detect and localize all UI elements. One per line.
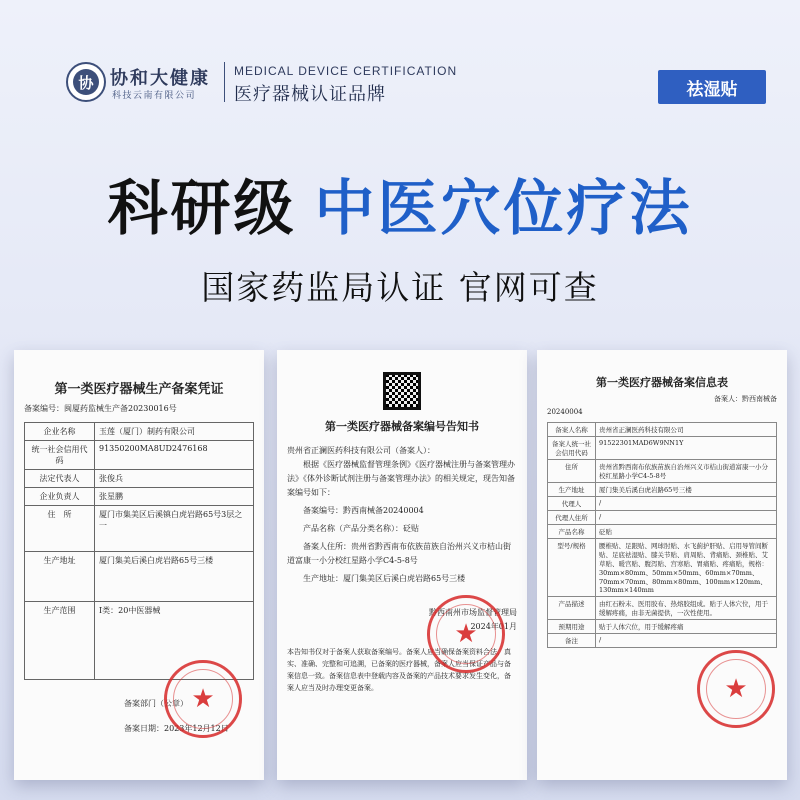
row-value: / (596, 634, 777, 648)
doc1-title: 第一类医疗器械生产备案凭证 (54, 382, 224, 397)
row-value: 贵州省黔西南布依族苗族自治州兴义市桔山街道富康一小分校红星路小学C4-5-8号 (596, 460, 777, 483)
row-key: 法定代表人 (25, 470, 95, 488)
row-key: 生产范围 (25, 602, 95, 680)
doc2-addressee: 贵州省正澜医药科技有限公司（备案人）： (287, 446, 435, 455)
row-value: 腰椎贴、足跟贴、网球肘贴、水飞蓟护肝贴、启用导管间断贴、足底祛湿贴、膝关节贴、肩周贴、背痛贴、颈椎贴、艾草贴、暖宫贴、腹泻贴、宫寒贴、胃痛贴、疼痛贴，规格：30mm×80mm、50mm×50mm、60mm×70mm、70mm×70mm、80mm×80mm、100mm×120mm、130mm×140mm (596, 539, 777, 597)
logo-glyph: 协 (73, 69, 99, 95)
cert-title-cn: 医疗器械认证品牌 (234, 84, 386, 105)
row-key: 产品描述 (548, 597, 596, 620)
table-row (548, 423, 777, 437)
record-info-sheet (537, 350, 787, 780)
table-row (25, 470, 254, 488)
seal-star-icon: ★ (724, 674, 748, 704)
table-row (548, 634, 777, 648)
header-divider (224, 62, 225, 102)
row-key: 生产地址 (25, 552, 95, 602)
doc2-body (287, 444, 517, 586)
row-value: 贵州省正澜医药科技有限公司 (596, 423, 777, 437)
doc2-date: 2024年01月 (470, 622, 517, 631)
row-key: 备案人统一社会信用代码 (548, 437, 596, 460)
row-key: 产品名称 (548, 525, 596, 539)
doc3-title: 第一类医疗器械备案信息表 (596, 376, 728, 389)
official-seal (164, 660, 242, 738)
row-key: 生产地址 (548, 483, 596, 497)
table-row (548, 539, 777, 597)
row-key: 备注 (548, 634, 596, 648)
seal-ring (173, 669, 233, 729)
doc2-product: 产品名称（产品分类名称）：砭贴 (303, 524, 419, 533)
row-value: 张星鹏 (95, 488, 254, 506)
qr-code-icon (383, 372, 421, 410)
doc3-date: 20240004 (547, 408, 583, 416)
table-row (25, 423, 254, 441)
subline: 国家药监局认证 官网可查 (201, 268, 599, 307)
doc2-title: 第一类医疗器械备案编号告知书 (325, 420, 479, 433)
table-row (548, 460, 777, 483)
row-value: 91350200MA8UD2476168 (95, 441, 254, 470)
doc2-authority: 黔西南州市场监督管理局 (429, 608, 517, 617)
official-seal (427, 595, 505, 673)
row-key: 预期用途 (548, 620, 596, 634)
row-key: 住 所 (25, 506, 95, 552)
seal-ring (706, 659, 766, 719)
table-row (25, 552, 254, 602)
row-key: 备案人名称 (548, 423, 596, 437)
table-row (548, 620, 777, 634)
row-value: 由红石粉末、医用胶布、热熔胶组成。贴于人体穴位，用于缓解疼痛，由非无菌提供，一次性使用。 (596, 597, 777, 620)
row-key: 企业负责人 (25, 488, 95, 506)
row-value: 砭贴 (596, 525, 777, 539)
table-row (25, 506, 254, 552)
row-value: / (596, 497, 777, 511)
headline-part1: 科研级 (107, 174, 297, 244)
product-badge: 祛湿贴 (658, 70, 766, 104)
table-row (548, 597, 777, 620)
doc2-record-no: 备案编号：黔西南械备20240004 (303, 506, 424, 515)
table-row (548, 497, 777, 511)
row-value: Ⅰ类：20中医器械 (95, 602, 254, 680)
table-row (548, 437, 777, 460)
table-row (548, 525, 777, 539)
seal-star-icon: ★ (191, 684, 215, 714)
cert-title-en: MEDICAL DEVICE CERTIFICATION (234, 64, 458, 78)
header (0, 0, 800, 118)
seal-ring (436, 604, 496, 664)
doc1-dept: 备案部门（公章） (124, 699, 188, 708)
headline (0, 172, 800, 246)
doc3-head: 备案人：黔西南械备 (714, 395, 777, 403)
seal-star-icon: ★ (454, 619, 478, 649)
record-number-notice (277, 350, 527, 780)
row-value: 厦门集美后溪白虎岩路65号三楼 (95, 552, 254, 602)
official-seal (697, 650, 775, 728)
brand-name: 协和大健康 (110, 68, 210, 89)
row-value: 厦门集美后溪白虎岩路65号三楼 (596, 483, 777, 497)
row-key: 代理人 (548, 497, 596, 511)
row-key: 企业名称 (25, 423, 95, 441)
table-row (548, 483, 777, 497)
table-row (25, 488, 254, 506)
row-value: 厦门市集美区后溪镇白虎岩路65号3层之一 (95, 506, 254, 552)
certificate-production-record (14, 350, 264, 780)
doc2-para1: 根据《医疗器械监督管理条例》《医疗器械注册与备案管理办法》《体外诊断试剂注册与备案管理办法》的相关规定，现告知备案编号如下： (287, 460, 515, 497)
row-value: 贴于人体穴位，用于缓解疼痛 (596, 620, 777, 634)
row-value: / (596, 511, 777, 525)
headline-part2: 中医穴位疗法 (314, 174, 693, 244)
row-key: 统一社会信用代码 (25, 441, 95, 470)
row-value: 玉莲（厦门）制药有限公司 (95, 423, 254, 441)
brand-logo (66, 62, 106, 102)
doc2-note: 本告知书仅对于备案人获取备案编号。备案人应当确保备案资料合法、真实、准确、完整和可追溯，已备案的医疗器械，备案人应当保证产品与备案信息一致。备案信息表中登载内容及备案的产品技术要求发生变化，备案人应当及时办理变更备案。 (287, 648, 511, 692)
row-key: 型号/规格 (548, 539, 596, 597)
doc2-prod-addr: 生产地址：厦门集美区后溪白虎岩路65号三楼 (303, 574, 466, 583)
row-value: 91522301MAD6W9NN1Y (596, 437, 777, 460)
table-row (548, 511, 777, 525)
brand-sub: 科技云南有限公司 (112, 91, 197, 101)
row-key: 住所 (548, 460, 596, 483)
row-key: 代理人住所 (548, 511, 596, 525)
doc1-table (24, 422, 254, 680)
table-row (25, 441, 254, 470)
doc2-filer-addr: 备案人住所：贵州省黔西南布依族苗族自治州兴义市桔山街道富康一小分校红星路小学C4-5-8号 (287, 542, 511, 565)
doc3-table (547, 422, 777, 648)
row-value: 张俊兵 (95, 470, 254, 488)
doc1-number: 备案编号：闽厦药监械生产备20230016号 (24, 404, 177, 413)
doc1-date: 备案日期：2023年12月12日 (124, 724, 229, 733)
